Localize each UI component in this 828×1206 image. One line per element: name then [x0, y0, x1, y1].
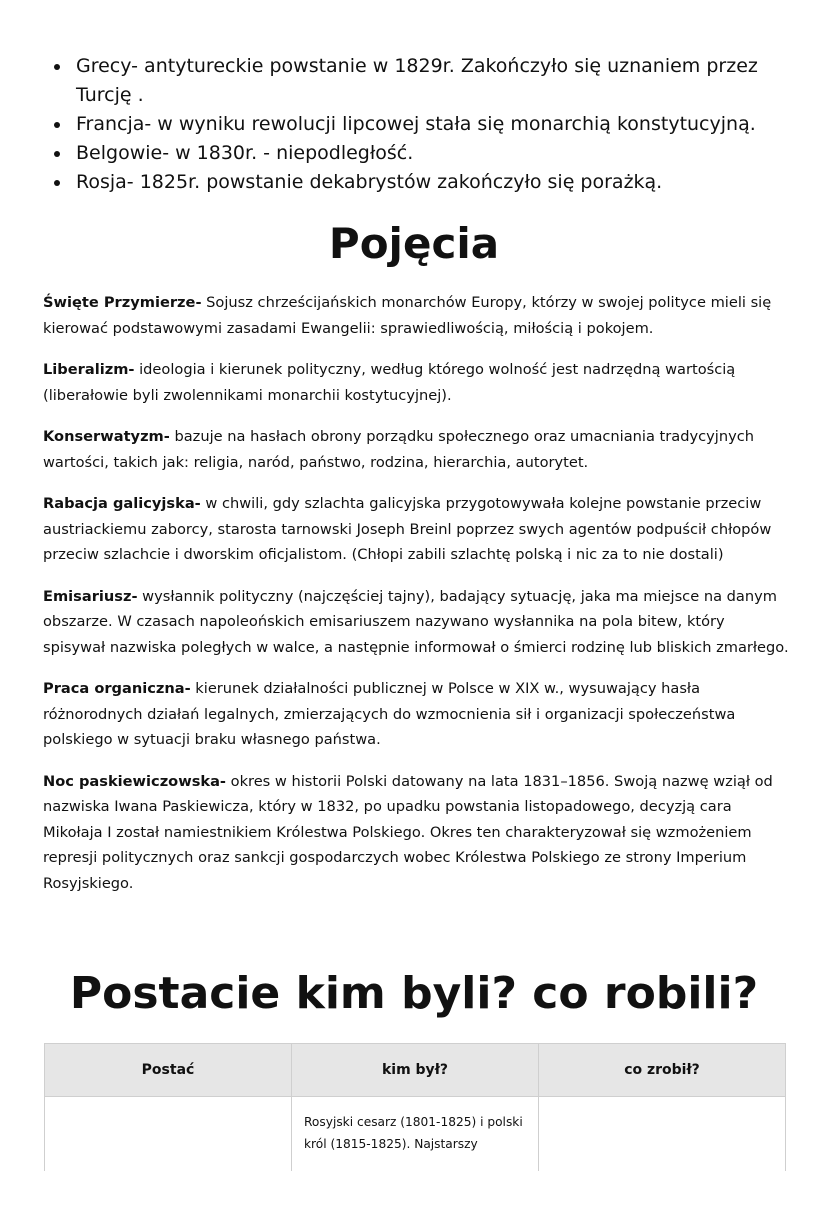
column-header-figure: Postać [45, 1044, 292, 1097]
definition-text: wysłannik polityczny (najczęściej tajny), badający sytuację, jaka ma miejsce na danym obszarze. W czasach napoleońskich emisariuszem nazywano wysłannika na pola bitew, który spisywał nazwiska poległych w walce, a następnie informował o śmierci rodzinę lub bliskich zmarłego. [43, 587, 789, 656]
definition-text: okres w historii Polski datowany na lata 1831–1856. Swoją nazwę wziął od nazwiska Iwana Paskiewicza, który w 1832, po upadku powstania listopadowego, decyzją cara Mikołaja I został namiestnikiem Królestwa Polskiego. Okres ten charakteryzował się wzmożeniem represji politycznych oraz sankcji gospodarczych wobec Królestwa Polskiego ze strony Imperium Rosyjskiego. [43, 772, 773, 892]
list-item: Belgowie- w 1830r. - niepodległość. [50, 139, 790, 168]
table-cell [45, 1097, 292, 1172]
definition-term: Konserwatyzm- [43, 428, 170, 445]
column-header-who: kim był? [292, 1044, 539, 1097]
definition-item [43, 290, 791, 341]
definition-text: kierunek działalności publicznej w Polsce w XIX w., wysuwający hasła różnorodnych działań legalnych, zmierzających do wzmocnienia sił i organizacji społeczeństwa polskiego w sytuacji braku własnego państwa. [43, 680, 736, 748]
definition-item [43, 584, 791, 661]
definition-text: bazuje na hasłach obrony porządku społecznego oraz umacniania tradycyjnych wartości, takich jak: religia, naród, państwo, rodzina, hierarchia, autorytet. [43, 428, 754, 471]
column-header-what: co zrobił? [539, 1044, 786, 1097]
definition-item [43, 676, 791, 753]
definition-term: Liberalizm- [43, 361, 135, 378]
figures-table [44, 1043, 786, 1171]
definition-term: Rabacja galicyjska- [43, 495, 201, 512]
definition-term: Noc paskiewiczowska- [43, 772, 226, 790]
table-row [45, 1097, 786, 1172]
table-header-row [45, 1044, 786, 1097]
definition-item [43, 424, 791, 475]
definition-term: Praca organiczna- [43, 680, 191, 697]
table-cell [539, 1097, 786, 1172]
definition-item [43, 357, 791, 408]
list-item: Grecy- antytureckie powstanie w 1829r. Zakończyło się uznaniem przez Turcję . [50, 52, 790, 110]
definition-item [43, 491, 791, 568]
definition-item [43, 769, 791, 897]
definition-term: Święte Przymierze- [43, 294, 202, 311]
definitions-section [43, 290, 791, 912]
list-item: Rosja- 1825r. powstanie dekabrystów zakończyło się porażką. [50, 168, 790, 197]
figures-heading: Postacie kim byli? co robili? [69, 968, 759, 1019]
definition-text: ideologia i kierunek polityczny, według którego wolność jest nadrzędną wartością (liberałowie byli zwolennikami monarchii kostytucyjnej). [43, 361, 736, 404]
list-item: Francja- w wyniku rewolucji lipcowej stała się monarchią konstytucyjną. [50, 110, 790, 139]
definition-text: w chwili, gdy szlachta galicyjska przygotowywała kolejne powstanie przeciw austriackiemu zaborcy, starosta tarnowski Joseph Breinl poprzez swych agentów podpuścił chłopów przeciw szlachcie i dworskim oficjalistom. (Chłopi zabili szlachtę polską i nic za to nie dostali) [43, 495, 772, 563]
definition-text: Sojusz chrześcijańskich monarchów Europy, którzy w swojej polityce mieli się kierować podstawowymi zasadami Ewangelii: sprawiedliwością, miłością i pokojem. [43, 294, 772, 337]
table-cell: Rosyjski cesarz (1801-1825) i polski król (1815-1825). Najstarszy [292, 1097, 539, 1172]
concepts-heading: Pojęcia [328, 219, 500, 268]
bullet-list [50, 52, 790, 197]
definition-term: Emisariusz- [43, 587, 138, 605]
